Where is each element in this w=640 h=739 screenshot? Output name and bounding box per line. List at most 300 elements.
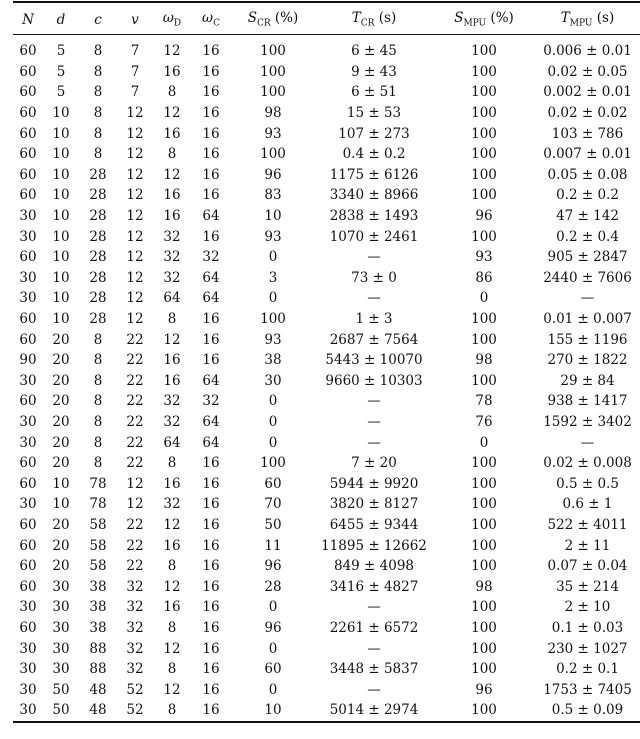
table-cell: 16 xyxy=(202,331,220,348)
table-cell: 3 xyxy=(268,269,278,286)
table-cell: 8 xyxy=(93,84,103,101)
table-row xyxy=(13,309,640,330)
table-cell: 16 xyxy=(163,63,181,80)
table-cell: 3448 ± 5837 xyxy=(329,661,419,678)
table-cell: 22 xyxy=(126,372,144,389)
table-cell: 58 xyxy=(89,516,107,533)
table-cell: 0 xyxy=(268,599,278,616)
header-symbol: S xyxy=(247,10,257,27)
table-cell: 11 xyxy=(264,537,282,554)
table-cell: 38 xyxy=(89,599,107,616)
table-cell: 22 xyxy=(126,331,144,348)
table-cell: 60 xyxy=(19,393,37,410)
table-cell: 64 xyxy=(202,269,220,286)
table-cell: 0 xyxy=(479,290,489,307)
table-cell: 100 xyxy=(260,63,286,80)
table-cell: 100 xyxy=(471,475,497,492)
table-cell: 64 xyxy=(202,434,220,451)
table-cell: 0.02 ± 0.02 xyxy=(547,105,628,122)
table-cell: 52 xyxy=(126,702,144,719)
table-cell: 29 ± 84 xyxy=(560,372,615,389)
table-cell: 60 xyxy=(19,84,37,101)
table-cell: 100 xyxy=(471,43,497,60)
table-cell: 96 xyxy=(475,208,493,225)
table-row xyxy=(13,144,640,165)
table-cell: 10 xyxy=(52,166,70,183)
table-cell: 96 xyxy=(264,619,282,636)
table-cell: 100 xyxy=(471,84,497,101)
table-cell: 16 xyxy=(202,455,220,472)
table-cell: 96 xyxy=(475,681,493,698)
table-cell: 22 xyxy=(126,413,144,430)
table-cell: 22 xyxy=(126,455,144,472)
table-cell: 8 xyxy=(167,146,177,163)
table-cell: 60 xyxy=(19,249,37,266)
table-cell: 8 xyxy=(93,352,103,369)
table-cell: 16 xyxy=(202,146,220,163)
table-cell: 10 xyxy=(52,125,70,142)
table-cell: 50 xyxy=(52,702,70,719)
table-cell: 28 xyxy=(264,578,282,595)
table-cell: 16 xyxy=(202,599,220,616)
table-cell: 22 xyxy=(126,393,144,410)
table-row xyxy=(13,82,640,103)
table-cell: 60 xyxy=(264,661,282,678)
table-cell: 100 xyxy=(471,331,497,348)
table-cell: 32 xyxy=(163,393,181,410)
table-cell: 83 xyxy=(264,187,282,204)
table-cell: 16 xyxy=(202,516,220,533)
table-cell: 103 ± 786 xyxy=(551,125,624,142)
table-cell: 10 xyxy=(52,187,70,204)
table-cell: 5014 ± 2974 xyxy=(329,702,419,719)
table-cell: 3340 ± 8966 xyxy=(329,187,419,204)
table-cell: 0 xyxy=(268,640,278,657)
table-cell: 12 xyxy=(126,208,144,225)
table-cell: 60 xyxy=(264,475,282,492)
table-cell: 8 xyxy=(93,105,103,122)
table-row xyxy=(13,515,640,536)
table-cell: 30 xyxy=(19,228,37,245)
table-cell: 50 xyxy=(52,681,70,698)
table-cell: 16 xyxy=(163,599,181,616)
table-cell: 100 xyxy=(260,455,286,472)
top-rule xyxy=(13,1,640,3)
table-cell: 30 xyxy=(19,269,37,286)
header-symbol: S xyxy=(454,10,464,27)
table-cell: 16 xyxy=(202,578,220,595)
table-cell: 0 xyxy=(479,434,489,451)
table-cell: 28 xyxy=(89,228,107,245)
column-header xyxy=(117,5,153,34)
table-cell: 12 xyxy=(163,640,181,657)
header-symbol: d xyxy=(56,11,66,28)
table-cell: 16 xyxy=(202,640,220,657)
header-subscript: MPU xyxy=(463,18,487,29)
table-cell: 60 xyxy=(19,125,37,142)
table-cell: 16 xyxy=(163,537,181,554)
table-row xyxy=(13,618,640,639)
table-cell: 78 xyxy=(89,496,107,513)
table-cell: 20 xyxy=(52,331,70,348)
table-cell: 100 xyxy=(471,516,497,533)
column-header xyxy=(79,5,117,34)
header-symbol: T xyxy=(351,10,361,27)
table-cell: 100 xyxy=(471,187,497,204)
table-row xyxy=(13,453,640,474)
table-cell: 20 xyxy=(52,372,70,389)
table-cell: 30 xyxy=(19,640,37,657)
table-cell: 60 xyxy=(19,475,37,492)
table-cell: 20 xyxy=(52,516,70,533)
header-subscript: MPU xyxy=(569,18,593,29)
table-cell: 32 xyxy=(202,249,220,266)
table-cell: 12 xyxy=(163,578,181,595)
table-cell: 16 xyxy=(202,228,220,245)
table-cell: 12 xyxy=(163,516,181,533)
table-cell: 32 xyxy=(126,578,144,595)
table-cell: 10 xyxy=(52,105,70,122)
table-cell: 100 xyxy=(471,63,497,80)
table-row xyxy=(13,659,640,680)
table-cell: 16 xyxy=(202,661,220,678)
table-cell: 8 xyxy=(167,455,177,472)
table-cell: — xyxy=(580,434,595,451)
table-cell: 60 xyxy=(19,619,37,636)
table-cell: 100 xyxy=(471,661,497,678)
table-cell: 7 ± 20 xyxy=(351,455,397,472)
table-cell: 5 xyxy=(56,43,66,60)
table-cell: 0 xyxy=(268,393,278,410)
table-cell: — xyxy=(367,249,381,266)
table-cell: 60 xyxy=(19,516,37,533)
table-cell: 0.5 ± 0.5 xyxy=(556,475,619,492)
table-cell: 8 xyxy=(167,84,177,101)
table-row xyxy=(13,226,640,247)
table-cell: 10 xyxy=(264,208,282,225)
table-cell: 16 xyxy=(202,702,220,719)
table-cell: 522 ± 4011 xyxy=(547,516,628,533)
table-cell: 88 xyxy=(89,640,107,657)
table-cell: 86 xyxy=(475,269,493,286)
table-cell: 10 xyxy=(52,146,70,163)
table-cell: 93 xyxy=(264,228,282,245)
table-cell: 30 xyxy=(19,681,37,698)
table-cell: 100 xyxy=(471,496,497,513)
table-cell: 30 xyxy=(264,372,282,389)
table-cell: 30 xyxy=(52,661,70,678)
table-cell: 12 xyxy=(163,331,181,348)
table-cell: 88 xyxy=(89,661,107,678)
table-cell: 64 xyxy=(202,208,220,225)
table-cell: — xyxy=(367,640,381,657)
table-row xyxy=(13,432,640,453)
table-cell: 8 xyxy=(167,702,177,719)
table-cell: 100 xyxy=(260,146,286,163)
header-subscript: CR xyxy=(360,18,375,29)
table-row xyxy=(13,473,640,494)
table-cell: 96 xyxy=(264,166,282,183)
table-cell: 8 xyxy=(167,619,177,636)
table-cell: 1753 ± 7405 xyxy=(543,681,632,698)
table-row xyxy=(13,103,640,124)
table-cell: 12 xyxy=(126,249,144,266)
table-cell: 16 xyxy=(163,125,181,142)
header-unit: (s) xyxy=(592,10,615,27)
table-cell: 20 xyxy=(52,393,70,410)
table-cell: 5 xyxy=(56,63,66,80)
table-row xyxy=(13,288,640,309)
table-cell: 12 xyxy=(163,43,181,60)
table-cell: 16 xyxy=(163,352,181,369)
table-cell: 8 xyxy=(167,311,177,328)
table-cell: 10 xyxy=(52,290,70,307)
table-cell: 78 xyxy=(89,475,107,492)
table-cell: 12 xyxy=(163,105,181,122)
table-cell: 16 xyxy=(202,187,220,204)
table-cell: 100 xyxy=(471,558,497,575)
table-cell: 32 xyxy=(163,413,181,430)
table-cell: 20 xyxy=(52,455,70,472)
header-symbol: N xyxy=(22,11,34,28)
table-cell: 8 xyxy=(93,393,103,410)
table-cell: 16 xyxy=(163,372,181,389)
table-row xyxy=(13,700,640,721)
table-cell: 11895 ± 12662 xyxy=(321,537,427,554)
table-cell: 78 xyxy=(475,393,493,410)
table-cell: 5944 ± 9920 xyxy=(329,475,419,492)
table-row xyxy=(13,412,640,433)
column-header xyxy=(231,5,315,34)
table-cell: 16 xyxy=(202,84,220,101)
table-cell: 58 xyxy=(89,537,107,554)
table-cell: 22 xyxy=(126,558,144,575)
table-cell: 16 xyxy=(202,475,220,492)
table-cell: 2687 ± 7564 xyxy=(329,331,419,348)
table-cell: 0.05 ± 0.08 xyxy=(547,166,628,183)
table-cell: 28 xyxy=(89,166,107,183)
table-cell: 12 xyxy=(126,187,144,204)
table-row xyxy=(13,165,640,186)
table-cell: 5443 ± 10070 xyxy=(325,352,423,369)
table-cell: 107 ± 273 xyxy=(338,125,410,142)
table-cell: 22 xyxy=(126,434,144,451)
header-symbol: v xyxy=(131,11,139,28)
header-row xyxy=(13,5,640,34)
table-cell: 8 xyxy=(93,43,103,60)
table-cell: 96 xyxy=(264,558,282,575)
table-cell: 60 xyxy=(19,43,37,60)
table-cell: 28 xyxy=(89,187,107,204)
table-cell: — xyxy=(367,393,381,410)
header-symbol: T xyxy=(560,10,570,27)
results-table xyxy=(13,5,640,721)
table-cell: 32 xyxy=(163,496,181,513)
table-cell: 6 ± 45 xyxy=(351,43,397,60)
column-header xyxy=(535,5,640,34)
table-row xyxy=(13,679,640,700)
table-cell: 849 ± 4098 xyxy=(333,558,415,575)
table-cell: 60 xyxy=(19,63,37,80)
table-cell: 12 xyxy=(126,228,144,245)
table-cell: 30 xyxy=(19,413,37,430)
table-cell: 64 xyxy=(163,434,181,451)
table-row xyxy=(13,576,640,597)
table-cell: 155 ± 1196 xyxy=(547,331,628,348)
header-subscript: C xyxy=(213,18,220,29)
table-row xyxy=(13,371,640,392)
table-cell: 48 xyxy=(89,702,107,719)
table-cell: 0.6 ± 1 xyxy=(562,496,613,513)
table-cell: 3820 ± 8127 xyxy=(329,496,419,513)
table-cell: 32 xyxy=(126,640,144,657)
table-cell: 100 xyxy=(471,146,497,163)
table-cell: 100 xyxy=(471,640,497,657)
table-cell: 28 xyxy=(89,208,107,225)
table-cell: 20 xyxy=(52,352,70,369)
table-cell: 16 xyxy=(202,311,220,328)
table-cell: 100 xyxy=(471,166,497,183)
table-cell: 16 xyxy=(202,43,220,60)
table-cell: 98 xyxy=(475,352,493,369)
table-cell: 938 ± 1417 xyxy=(547,393,628,410)
table-cell: 64 xyxy=(202,413,220,430)
column-header xyxy=(433,5,535,34)
table-cell: 10 xyxy=(52,228,70,245)
table-cell: 16 xyxy=(202,166,220,183)
table-cell: 9 ± 43 xyxy=(351,63,397,80)
table-cell: — xyxy=(580,290,595,307)
header-symbol: c xyxy=(94,11,102,28)
table-cell: 93 xyxy=(264,125,282,142)
table-cell: 48 xyxy=(89,681,107,698)
table-cell: 64 xyxy=(202,372,220,389)
header-unit: (%) xyxy=(270,10,299,27)
table-cell: 0 xyxy=(268,413,278,430)
table-cell: 8 xyxy=(93,455,103,472)
column-header xyxy=(43,5,79,34)
table-cell: 10 xyxy=(52,475,70,492)
table-cell: 22 xyxy=(126,352,144,369)
table-cell: 0.01 ± 0.007 xyxy=(543,311,632,328)
table-cell: 16 xyxy=(163,475,181,492)
table-cell: 16 xyxy=(202,125,220,142)
table-cell: 32 xyxy=(126,599,144,616)
table-cell: 10 xyxy=(52,249,70,266)
table-cell: 100 xyxy=(471,599,497,616)
table-cell: 93 xyxy=(264,331,282,348)
table-cell: 100 xyxy=(471,702,497,719)
table-cell: 100 xyxy=(471,455,497,472)
table-cell: 60 xyxy=(19,558,37,575)
table-cell: 50 xyxy=(264,516,282,533)
header-unit: (s) xyxy=(374,10,397,27)
table-cell: 70 xyxy=(264,496,282,513)
header-unit: (%) xyxy=(486,10,514,27)
table-cell: 12 xyxy=(126,496,144,513)
table-cell: 12 xyxy=(126,125,144,142)
table-cell: 38 xyxy=(264,352,282,369)
table-cell: 32 xyxy=(126,661,144,678)
table-cell: 30 xyxy=(19,372,37,389)
table-row xyxy=(13,34,640,62)
table-cell: 8 xyxy=(167,661,177,678)
table-cell: 64 xyxy=(202,290,220,307)
table-cell: 20 xyxy=(52,434,70,451)
table-cell: 8 xyxy=(93,63,103,80)
column-header xyxy=(153,5,191,34)
table-cell: 0.02 ± 0.05 xyxy=(547,63,628,80)
table-cell: 0.5 ± 0.09 xyxy=(551,702,624,719)
table-cell: 2 ± 11 xyxy=(564,537,611,554)
table-cell: 100 xyxy=(471,537,497,554)
table-cell: 30 xyxy=(19,661,37,678)
table-cell: 60 xyxy=(19,187,37,204)
table-cell: 100 xyxy=(471,105,497,122)
table-cell: 16 xyxy=(202,681,220,698)
table-cell: 16 xyxy=(202,63,220,80)
table-cell: 10 xyxy=(52,496,70,513)
table-cell: 35 ± 214 xyxy=(556,578,619,595)
table-cell: 28 xyxy=(89,249,107,266)
table-cell: 32 xyxy=(163,228,181,245)
table-cell: 100 xyxy=(471,372,497,389)
table-cell: 28 xyxy=(89,269,107,286)
table-cell: 12 xyxy=(126,475,144,492)
table-cell: — xyxy=(367,681,381,698)
table-cell: 100 xyxy=(260,311,286,328)
table-cell: 38 xyxy=(89,578,107,595)
table-row xyxy=(13,123,640,144)
header-symbol: ω xyxy=(202,10,214,27)
table-cell: 30 xyxy=(52,578,70,595)
table-cell: 12 xyxy=(126,311,144,328)
table-cell: 0.4 ± 0.2 xyxy=(342,146,406,163)
table-row xyxy=(13,62,640,83)
table-cell: 22 xyxy=(126,516,144,533)
table-cell: 3416 ± 4827 xyxy=(329,578,419,595)
table-cell: 28 xyxy=(89,290,107,307)
table-cell: 9660 ± 10303 xyxy=(325,372,423,389)
table-cell: 52 xyxy=(126,681,144,698)
table-row xyxy=(13,494,640,515)
table-cell: 60 xyxy=(19,311,37,328)
table-cell: 7 xyxy=(130,63,140,80)
header-symbol: ω xyxy=(162,10,174,27)
table-cell: 0.007 ± 0.01 xyxy=(543,146,632,163)
column-header xyxy=(315,5,433,34)
table-cell: 98 xyxy=(475,578,493,595)
table-row xyxy=(13,185,640,206)
table-cell: 0.07 ± 0.04 xyxy=(547,558,628,575)
table-cell: 28 xyxy=(89,311,107,328)
table-cell: 30 xyxy=(19,702,37,719)
table-cell: 16 xyxy=(202,558,220,575)
table-cell: 1592 ± 3402 xyxy=(543,413,632,430)
table-cell: 30 xyxy=(19,208,37,225)
table-cell: 58 xyxy=(89,558,107,575)
table-cell: 10 xyxy=(52,269,70,286)
bottom-rule xyxy=(13,721,640,723)
table-cell: 98 xyxy=(264,105,282,122)
table-cell: 12 xyxy=(126,290,144,307)
table-cell: 90 xyxy=(19,352,37,369)
table-cell: 16 xyxy=(163,208,181,225)
table-cell: 60 xyxy=(19,331,37,348)
table-cell: 60 xyxy=(19,166,37,183)
table-cell: 16 xyxy=(163,187,181,204)
table-cell: 30 xyxy=(52,640,70,657)
